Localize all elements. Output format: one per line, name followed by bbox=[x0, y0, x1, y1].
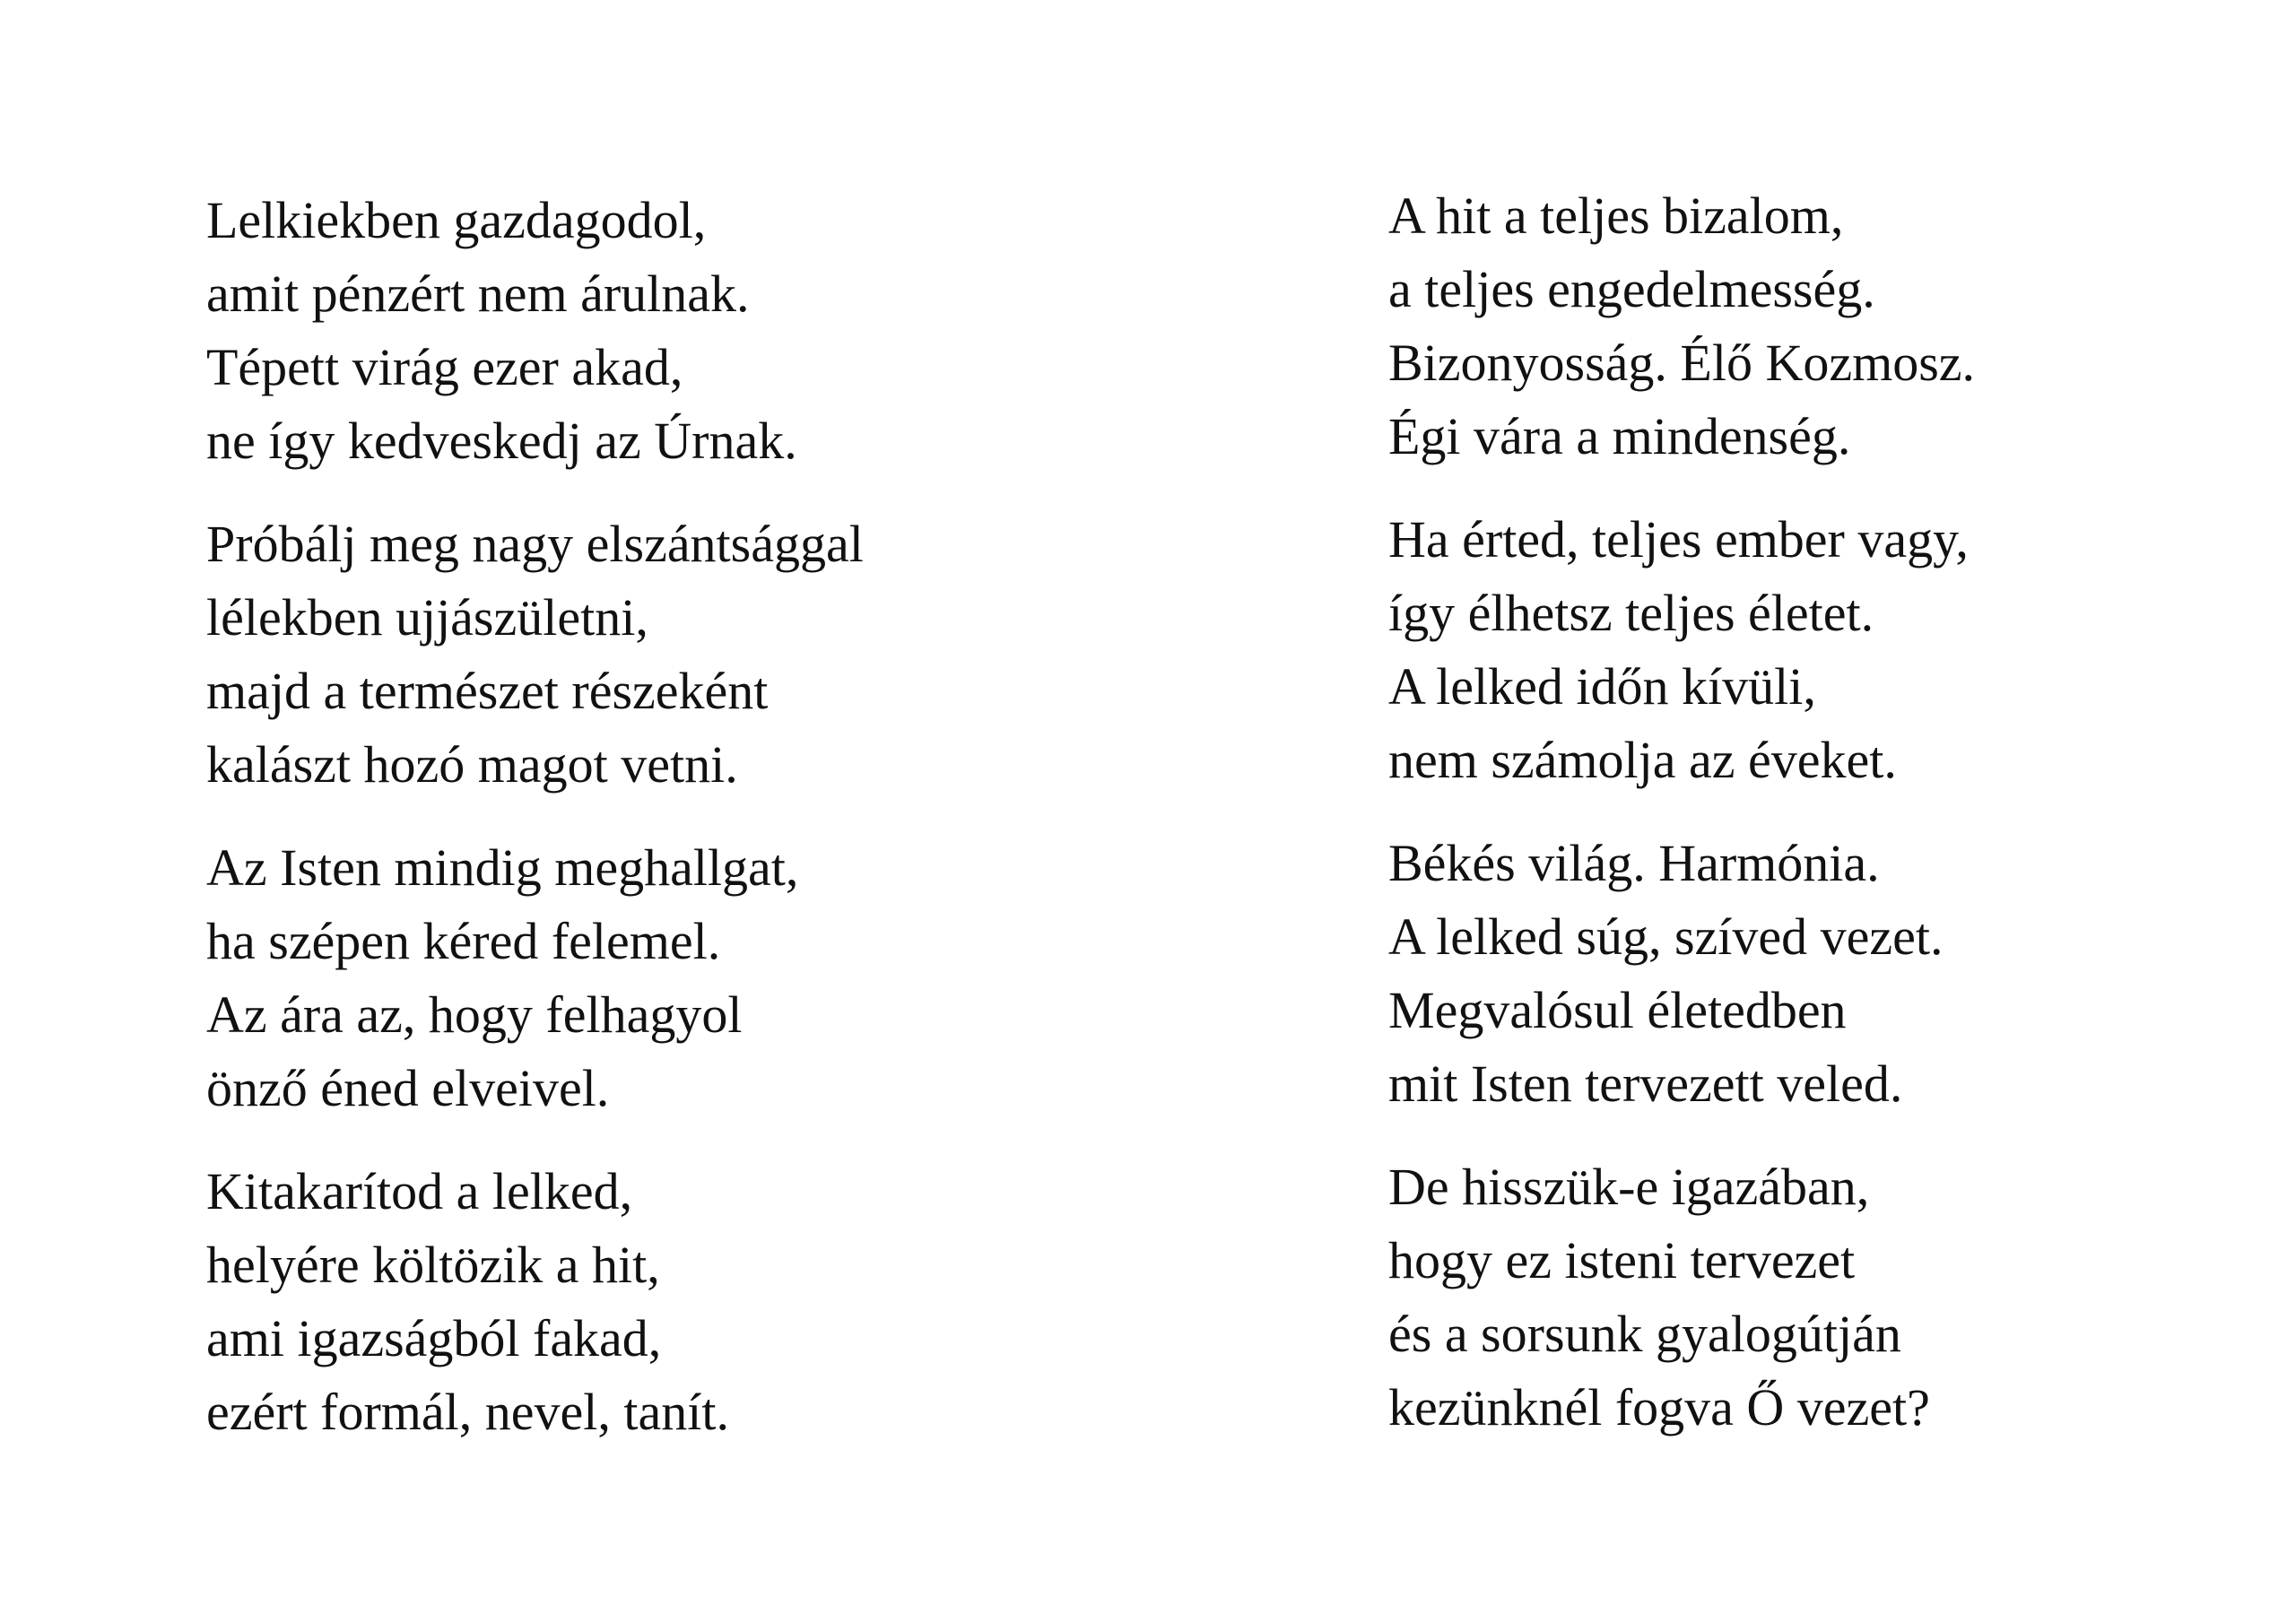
stanza bbox=[206, 1155, 1103, 1449]
poem-line: Bizonyosság. Élő Kozmosz. bbox=[1388, 334, 1976, 392]
poem-line: Ha érted, teljes ember vagy, bbox=[1388, 510, 1969, 568]
poem-line: majd a természet részeként bbox=[206, 662, 769, 720]
poem-line: kezünknél fogva Ő vezet? bbox=[1388, 1378, 1930, 1436]
poem-line: ha szépen kéred felemel. bbox=[206, 912, 721, 970]
poem-line: hogy ez isteni tervezet bbox=[1388, 1231, 1856, 1289]
poem-line: mit Isten tervezett veled. bbox=[1388, 1055, 1903, 1113]
poem-line: ne így kedveskedj az Úrnak. bbox=[206, 412, 797, 470]
poem-line: Kitakarítod a lelked, bbox=[206, 1162, 633, 1220]
poem-line: Tépett virág ezer akad, bbox=[206, 338, 683, 396]
poem-line: amit pénzért nem árulnak. bbox=[206, 265, 750, 323]
poem-line: ami igazságból fakad, bbox=[206, 1309, 662, 1367]
poem-line: Lelkiekben gazdagodol, bbox=[206, 191, 707, 249]
stanza bbox=[1388, 827, 2285, 1121]
poem-line: így élhetsz teljes életet. bbox=[1388, 584, 1874, 642]
stanza bbox=[1388, 503, 2285, 797]
left-column bbox=[206, 184, 1103, 1479]
stanza bbox=[1388, 179, 2285, 473]
poem-line: De hisszük-e igazában, bbox=[1388, 1158, 1870, 1216]
poem-line: Égi vára a mindenség. bbox=[1388, 407, 1851, 465]
poem-line: helyére költözik a hit, bbox=[206, 1236, 660, 1294]
stanza bbox=[206, 508, 1103, 802]
stanza bbox=[1388, 1150, 2285, 1445]
poem-line: A lelked időn kívüli, bbox=[1388, 657, 1816, 716]
poem-line: lélekben ujjászületni, bbox=[206, 588, 648, 647]
stanza bbox=[206, 831, 1103, 1125]
poem-line: Az Isten mindig meghallgat, bbox=[206, 838, 799, 897]
poem-line: Az ára az, hogy felhagyol bbox=[206, 985, 743, 1044]
right-column bbox=[1388, 179, 2285, 1474]
poem-line: Próbálj meg nagy elszántsággal bbox=[206, 515, 864, 573]
poem-line: nem számolja az éveket. bbox=[1388, 731, 1897, 789]
poem-line: ezért formál, nevel, tanít. bbox=[206, 1383, 729, 1441]
poem-line: a teljes engedelmesség. bbox=[1388, 260, 1875, 318]
poem-line: A hit a teljes bizalom, bbox=[1388, 187, 1844, 245]
poem-line: kalászt hozó magot vetni. bbox=[206, 735, 738, 794]
poem-line: Békés világ. Harmónia. bbox=[1388, 834, 1880, 892]
poem-line: Megvalósul életedben bbox=[1388, 981, 1847, 1039]
stanza bbox=[206, 184, 1103, 478]
poem-line: A lelked súg, szíved vezet. bbox=[1388, 907, 1944, 966]
poem-line: önző éned elveivel. bbox=[206, 1059, 610, 1117]
poem-line: és a sorsunk gyalogútján bbox=[1388, 1305, 1901, 1363]
